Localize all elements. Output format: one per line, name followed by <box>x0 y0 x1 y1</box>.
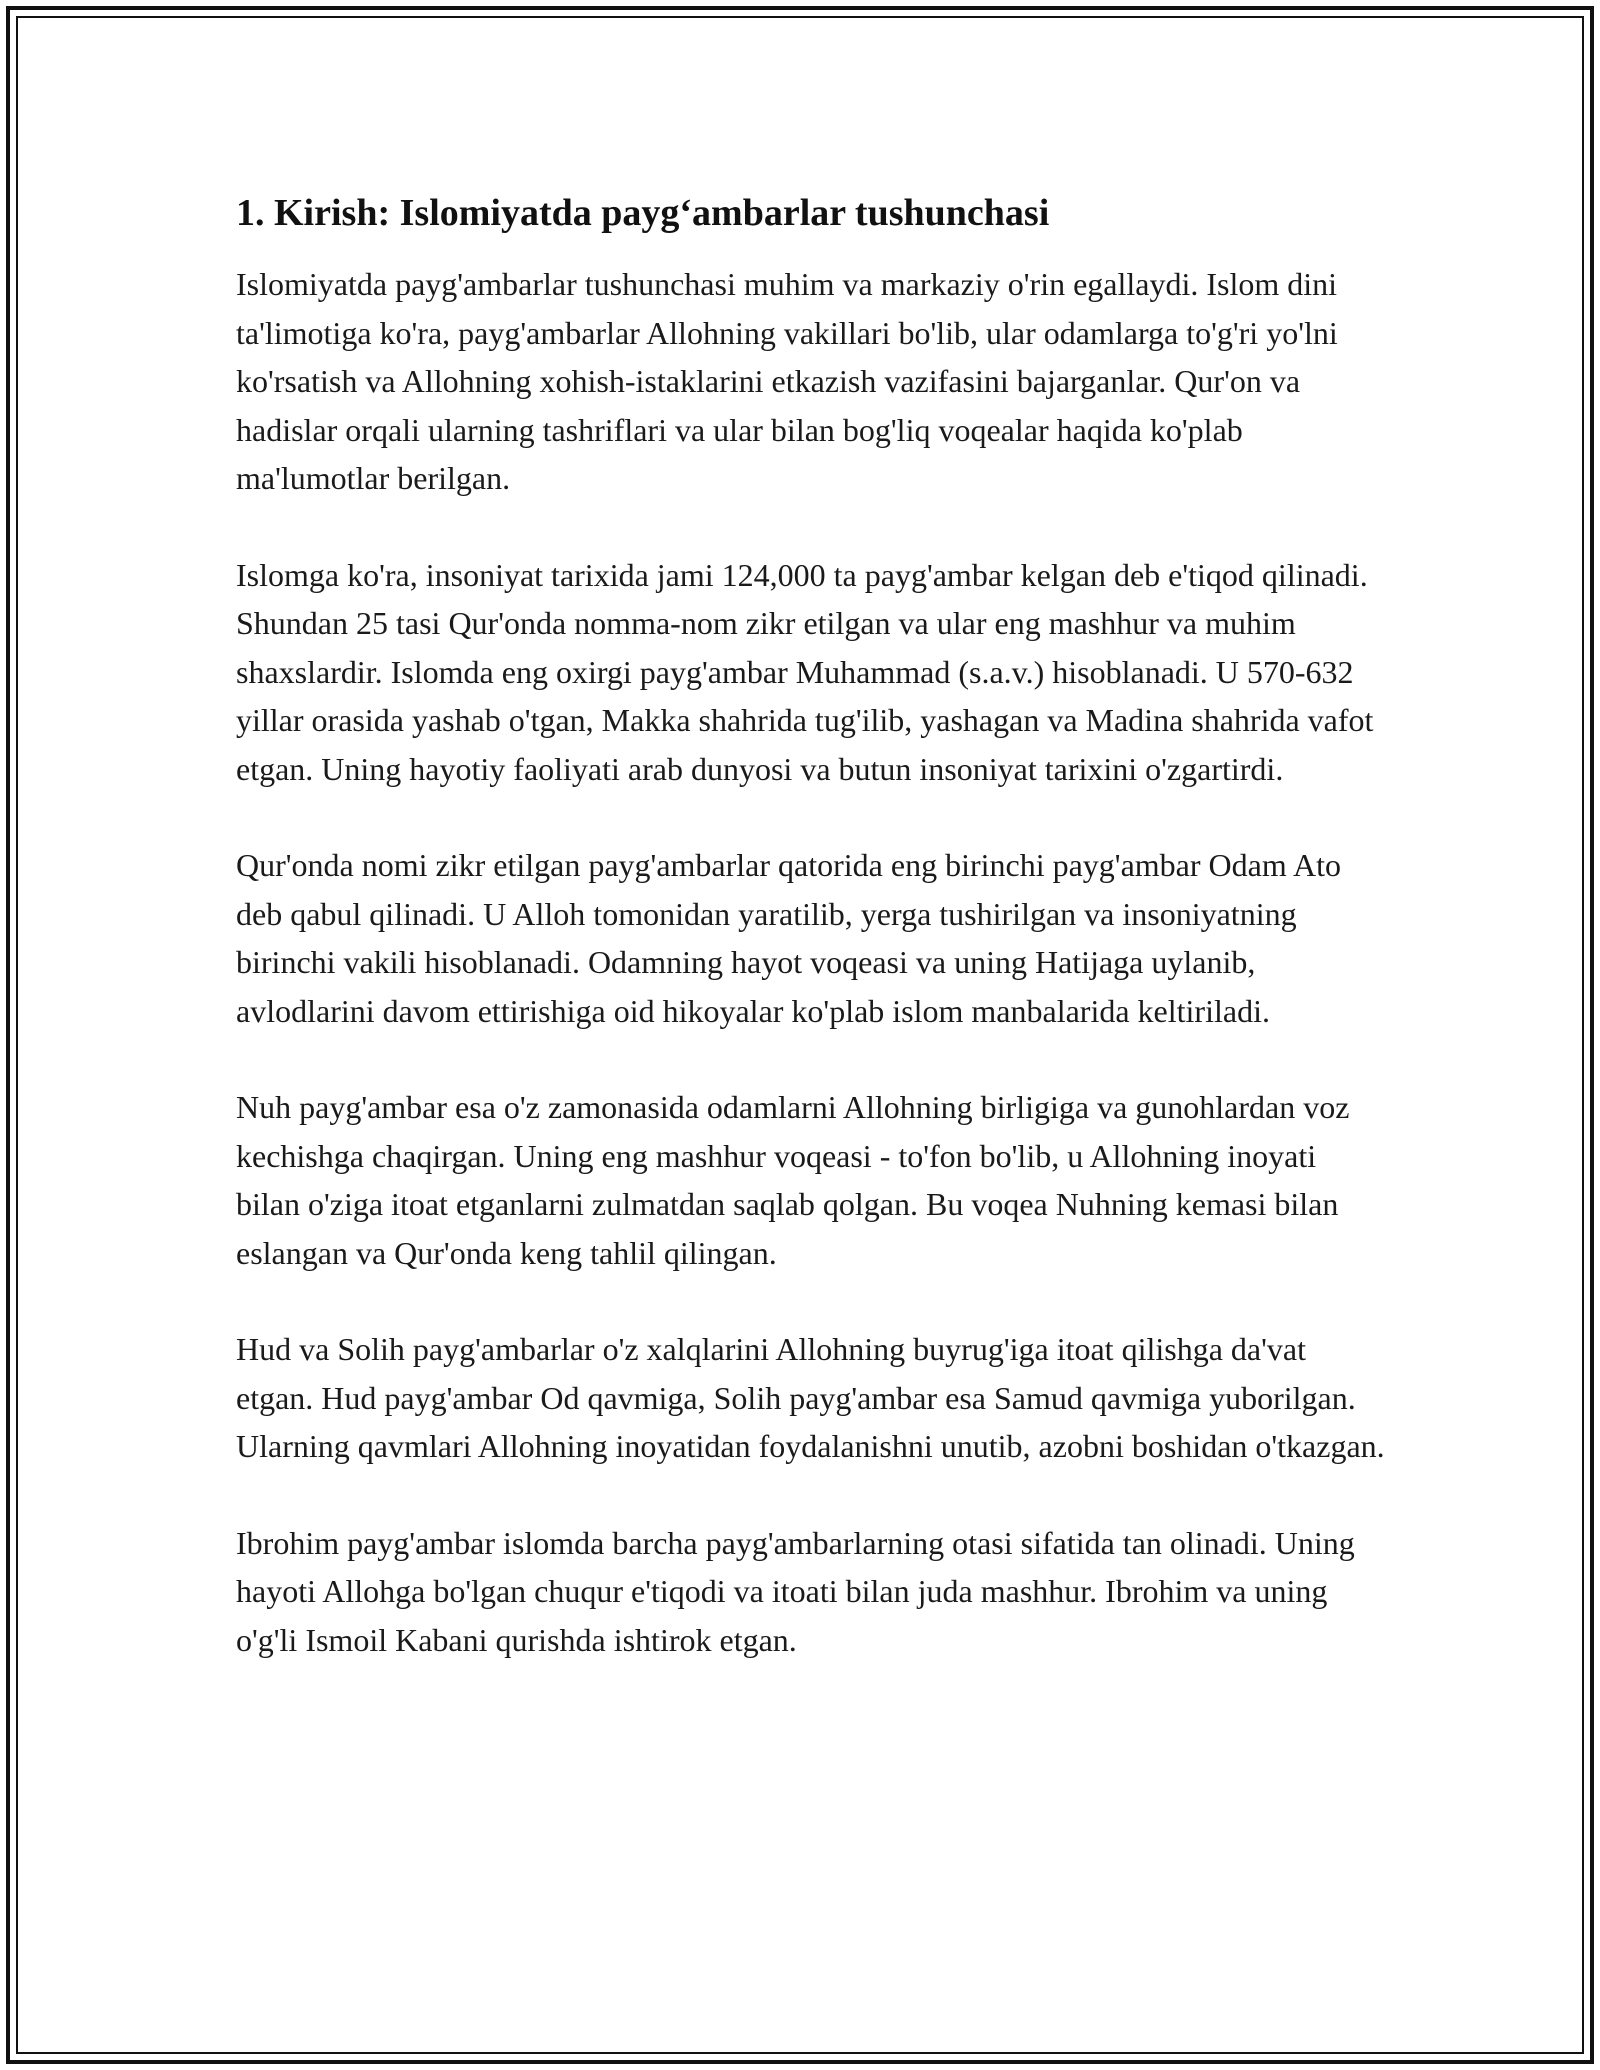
section-heading: 1. Kirish: Islomiyatda payg‘ambarlar tushunchasi <box>236 192 1050 234</box>
paragraph-ibrohim: Ibrohim payg'ambar islomda barcha payg'ambarlarning otasi sifatida tan olinadi. Uning hayoti Allohga bo'lgan chuqur e'tiqodi va itoati bilan juda mashhur. Ibrohim va uning o'g'li Ismoil Kabani qurishda ishtirok etgan. <box>236 1524 1355 1658</box>
paragraph-number-of-prophets: Islomga ko'ra, insoniyat tarixida jami 124,000 ta payg'ambar kelgan deb e'tiqod qilinadi. Shundan 25 tasi Qur'onda nomma-nom zikr etilgan va ular eng mashhur va muhim shaxslardir. Islomda eng oxirgi payg'ambar Muhammad (s.a.v.) hisoblanadi. U 570-632 yillar orasida yashab o'tgan, Makka shahrida tug'ilib, yashagan va Madina shahrida vafot etgan. Uning hayotiy faoliyati arab dunyosi va butun insoniyat tarixini o'zgartirdi. <box>236 556 1374 787</box>
paragraph-adam: Qur'onda nomi zikr etilgan payg'ambarlar qatorida eng birinchi payg'ambar Odam Ato deb qabul qilinadi. U Alloh tomonidan yaratilib, yerga tushirilgan va insoniyatning birinchi vakili hisoblanadi. Odamning hayot voqeasi va uning Hatijaga uylanib, avlodlarini davom ettirishiga oid hikoyalar ko'plab islom manbalarida keltiriladi. <box>236 847 1341 1029</box>
document-body <box>236 186 1386 1712</box>
paragraph-nuh: Nuh payg'ambar esa o'z zamonasida odamlarni Allohning birligiga va gunohlardan voz kechishga chaqirgan. Uning eng mashhur voqeasi - to'fon bo'lib, u Allohning inoyati bilan o'ziga itoat etganlarni zulmatdan saqlab qolgan. Bu voqea Nuhning kemasi bilan eslangan va Qur'onda keng tahlil qilingan. <box>236 1089 1350 1271</box>
paragraph-intro: Islomiyatda payg'ambarlar tushunchasi muhim va markaziy o'rin egallaydi. Islom dini ta'limotiga ko'ra, payg'ambarlar Allohning vakillari bo'lib, ular odamlarga to'g'ri yo'lni ko'rsatish va Allohning xohish-istaklarini etkazish vazifasini bajarganlar. Qur'on va hadislar orqali ularning tashriflari va ular bilan bog'liq voqealar haqida ko'plab ma'lumotlar berilgan. <box>236 266 1338 496</box>
paragraph-hud-solih: Hud va Solih payg'ambarlar o'z xalqlarini Allohning buyrug'iga itoat qilishga da'vat etgan. Hud payg'ambar Od qavmiga, Solih payg'ambar esa Samud qavmiga yuborilgan. Ularning qavmlari Allohning inoyatidan foydalanishni unutib, azobni boshidan o'tkazgan. <box>236 1331 1385 1464</box>
